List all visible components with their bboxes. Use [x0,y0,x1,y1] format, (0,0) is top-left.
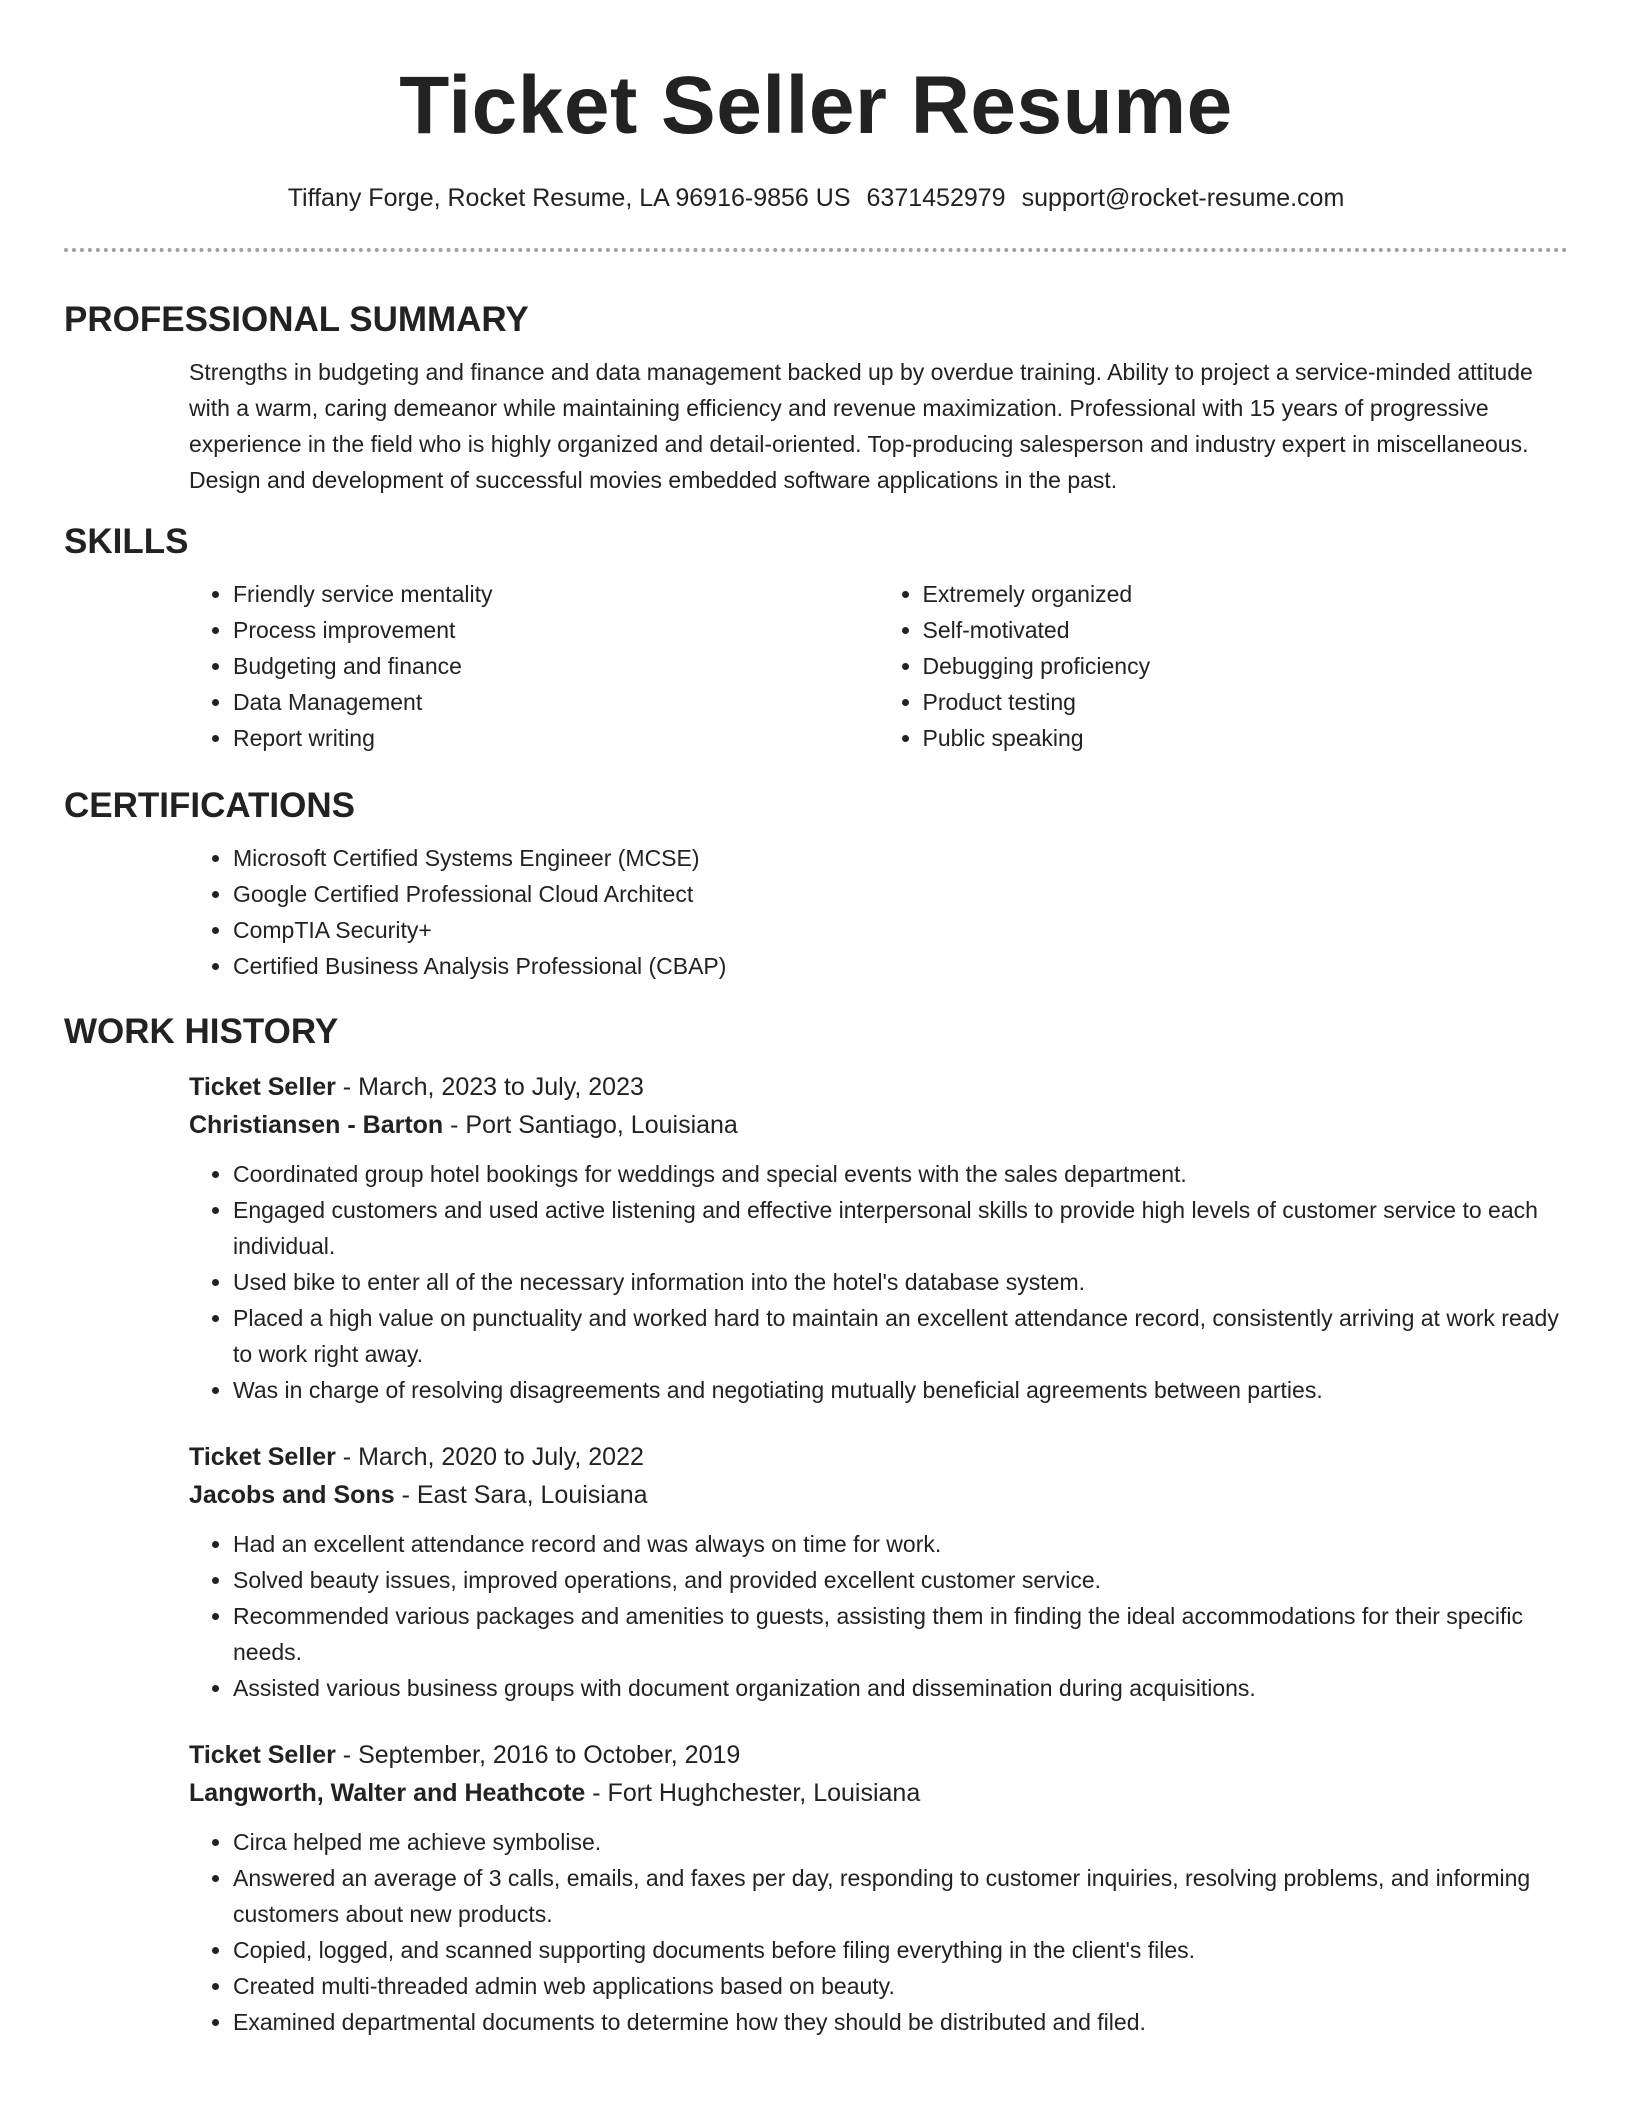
summary-section [64,354,1568,498]
job-entry [64,1438,1568,1706]
job-bullet: • Used bike to enter all of the necessary information into the hotel's database system. [233,1264,1568,1300]
summary-text: Strengths in budgeting and finance and data management backed up by overdue training. Ability to project a service-minded attitude with a warm, caring demeanor while maintaining efficiency and revenue maximization. Professional with 15 years of progressive experience in the field who is highly organized and detail-oriented. Top-producing salesperson and industry expert in miscellaneous. Design and development of successful movies embedded software applications in the past. [189,359,1533,493]
job-title: Ticket Seller [189,1073,336,1101]
job-title: Ticket Seller [189,1443,336,1471]
job-entry [64,1736,1568,2040]
contact-email: support@rocket-resume.com [1021,184,1345,212]
certification-item: • Microsoft Certified Systems Engineer (MCSE) [233,840,1568,876]
work-history-heading: WORK HISTORY [64,1012,339,1051]
job-bullet: • Recommended various packages and amenities to guests, assisting them in finding the ideal accommodations for their specific needs. [233,1598,1568,1670]
job-company: Langworth, Walter and Heathcote [189,1779,586,1807]
skill-item: • Self-motivated [923,612,1569,648]
job-entry [64,1068,1568,1408]
job-dates: - March, 2020 to July, 2022 [335,1443,644,1471]
job-title-line [189,1068,1568,1106]
page-title: Ticket Seller Resume [399,60,1233,151]
job-bullet: • Created multi-threaded admin web applications based on beauty. [233,1968,1568,2004]
job-bullet: • Was in charge of resolving disagreements and negotiating mutually beneficial agreements between parties. [233,1372,1568,1408]
skill-item: • Budgeting and finance [233,648,879,684]
skill-item: • Debugging proficiency [923,648,1569,684]
contact-phone: 6371452979 [866,184,1006,212]
skills-section [64,576,1568,756]
job-bullet: • Circa helped me achieve symbolise. [233,1824,1568,1860]
job-dates: - March, 2023 to July, 2023 [335,1073,644,1101]
skill-item: • Process improvement [233,612,879,648]
job-bullet: • Engaged customers and used active listening and effective interpersonal skills to provide high levels of customer service to each individual. [233,1192,1568,1264]
certifications-section [64,840,1568,984]
job-bullets [189,1156,1568,1408]
job-bullet: • Solved beauty issues, improved operations, and provided excellent customer service. [233,1562,1568,1598]
certification-item: • Google Certified Professional Cloud Architect [233,876,1568,912]
job-title: Ticket Seller [189,1741,336,1769]
certification-item: • CompTIA Security+ [233,912,1568,948]
job-company: Christiansen - Barton [189,1111,444,1139]
job-company-line [189,1774,1568,1812]
job-bullets [189,1824,1568,2040]
skills-list-left [189,576,879,756]
contact-address: Tiffany Forge, Rocket Resume, LA 96916-9856 US [287,184,851,212]
job-bullet: • Placed a high value on punctuality and worked hard to maintain an excellent attendance record, consistently arriving at work ready to work right away. [233,1300,1568,1372]
skill-item: • Extremely organized [923,576,1569,612]
job-location: - Fort Hughchester, Louisiana [585,1779,921,1807]
job-bullets [189,1526,1568,1706]
job-location: - Port Santiago, Louisiana [443,1111,738,1139]
skill-item: • Report writing [233,720,879,756]
job-bullet: • Copied, logged, and scanned supporting documents before filing everything in the client's files. [233,1932,1568,1968]
job-bullet: • Examined departmental documents to determine how they should be distributed and filed. [233,2004,1568,2040]
job-company: Jacobs and Sons [189,1481,395,1509]
job-company-line [189,1106,1568,1144]
resume-page [64,0,1568,2040]
header-divider [64,248,1568,252]
job-bullet: • Answered an average of 3 calls, emails, and faxes per day, responding to customer inquiries, resolving problems, and informing customers about new products. [233,1860,1568,1932]
job-bullet: • Had an excellent attendance record and was always on time for work. [233,1526,1568,1562]
contact-line [64,182,1568,214]
certification-item: • Certified Business Analysis Professional (CBAP) [233,948,1568,984]
job-title-line [189,1736,1568,1774]
job-bullet: • Assisted various business groups with document organization and dissemination during acquisitions. [233,1670,1568,1706]
certifications-heading: CERTIFICATIONS [64,786,356,825]
job-bullet: • Coordinated group hotel bookings for weddings and special events with the sales department. [233,1156,1568,1192]
skill-item: • Friendly service mentality [233,576,879,612]
skills-list-right [879,576,1569,756]
summary-heading: PROFESSIONAL SUMMARY [64,300,529,339]
skill-item: • Public speaking [923,720,1569,756]
skill-item: • Product testing [923,684,1569,720]
job-company-line [189,1476,1568,1514]
job-dates: - September, 2016 to October, 2019 [335,1741,741,1769]
certifications-list [189,840,1568,984]
job-location: - East Sara, Louisiana [394,1481,648,1509]
skill-item: • Data Management [233,684,879,720]
skills-heading: SKILLS [64,522,189,561]
job-title-line [189,1438,1568,1476]
